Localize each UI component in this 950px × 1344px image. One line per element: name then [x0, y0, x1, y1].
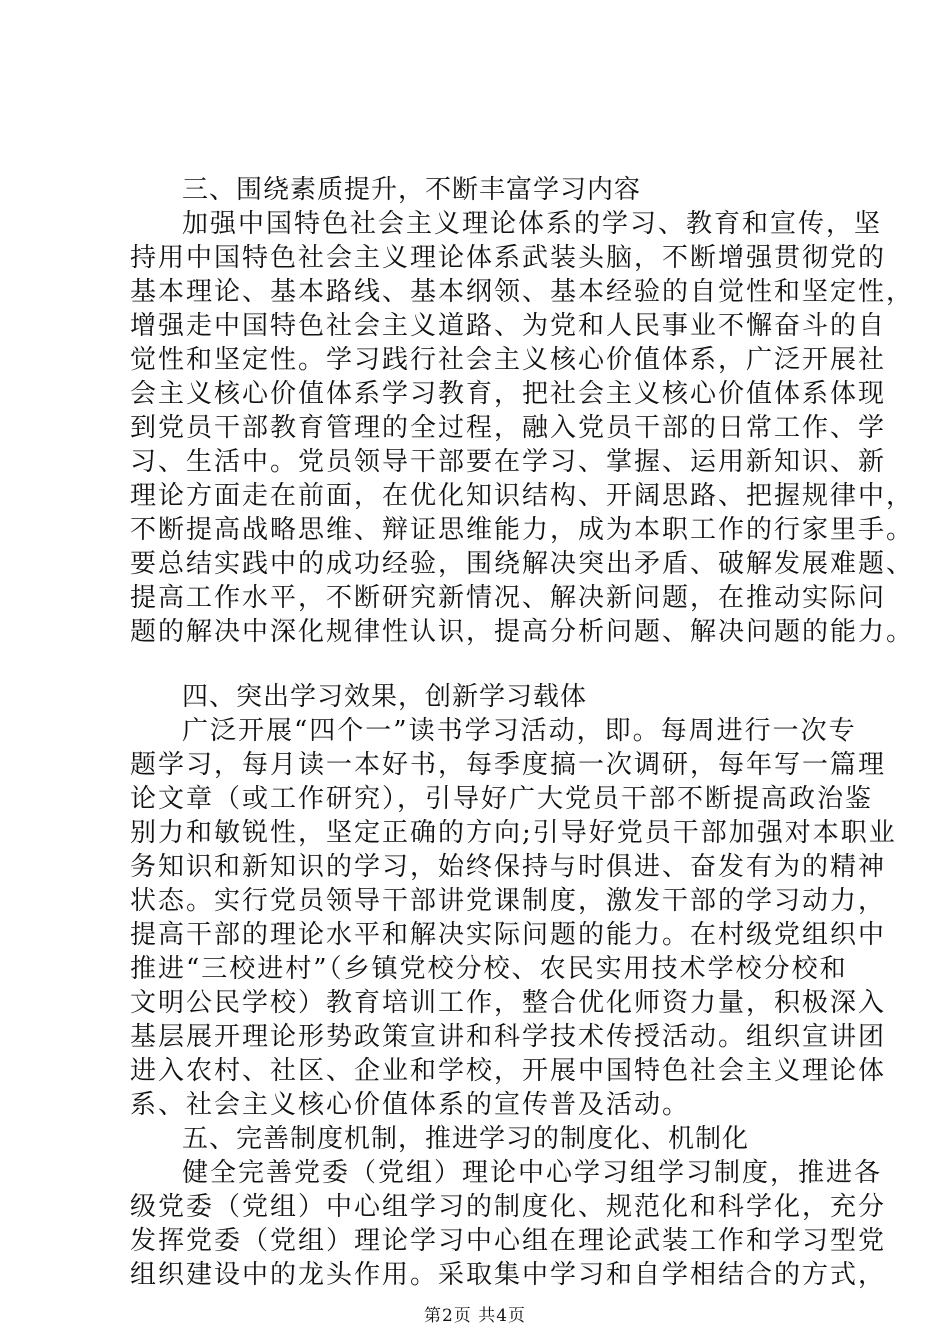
section-5-line: 健全完善党委（党组）理论中心学习组学习制度，推进各	[182, 1158, 883, 1188]
section-4-line: 广泛开展“四个一”读书学习活动，即。每周进行一次专	[182, 716, 857, 746]
section-3-line: 会主义核心价值体系学习教育，把社会主义核心价值体系体现	[130, 379, 887, 409]
section-4-line: 别力和敏锐性，坚定正确的方向;引导好党员干部加强对本职业	[130, 818, 897, 848]
section-5-line: 组织建设中的龙头作用。采取集中学习和自学相结合的方式，	[130, 1260, 887, 1290]
section-3-line: 基本理论、基本路线、基本纲领、基本经验的自觉性和坚定性，	[130, 277, 915, 307]
section-4-line: 文明公民学校）教育培训工作，整合优化师资力量，积极深入	[130, 988, 887, 1018]
section-4-line: 系、社会主义核心价值体系的宣传普及活动。	[130, 1090, 691, 1120]
section-5-line: 发挥党委（党组）理论学习中心组在理论武装工作和学习型党	[130, 1226, 887, 1256]
section-3-line: 持用中国特色社会主义理论体系武装头脑，不断增强贯彻党的	[130, 243, 887, 273]
section-3-line: 加强中国特色社会主义理论体系的学习、教育和宣传，坚	[182, 209, 883, 239]
section-4-heading: 四、突出学习效果，创新学习载体	[182, 682, 588, 712]
section-3-line: 增强走中国特色社会主义道路、为党和人民事业不懈奋斗的自	[130, 311, 887, 341]
section-3-line: 题的解决中深化规律性认识，提高分析问题、解决问题的能力。	[130, 617, 915, 647]
section-4-line: 提高干部的理论水平和解决实际问题的能力。在村级党组织中	[130, 920, 887, 950]
section-5-heading: 五、完善制度机制，推进学习的制度化、机制化	[182, 1124, 750, 1154]
section-3-line: 习、生活中。党员领导干部要在学习、掌握、运用新知识、新	[130, 447, 887, 477]
section-4-line: 务知识和新知识的学习，始终保持与时俱进、奋发有为的精神	[130, 852, 887, 882]
section-3-line: 不断提高战略思维、辩证思维能力，成为本职工作的行家里手。	[130, 515, 915, 545]
section-4-line: 状态。实行党员领导干部讲党课制度，激发干部的学习动力，	[130, 886, 887, 916]
section-4-line: 论文章（或工作研究），引导好广大党员干部不断提高政治鉴	[130, 784, 874, 814]
section-3-line: 觉性和坚定性。学习践行社会主义核心价值体系，广泛开展社	[130, 345, 887, 375]
section-4-line: 推进“三校进村”（乡镇党校分校、农民实用技术学校分校和	[130, 954, 848, 984]
section-3-line: 到党员干部教育管理的全过程，融入党员干部的日常工作、学	[130, 413, 887, 443]
section-3-heading: 三、围绕素质提升，不断丰富学习内容	[182, 175, 642, 205]
section-3-line: 提高工作水平，不断研究新情况、解决新问题，在推动实际问	[130, 583, 887, 613]
section-4-line: 基层展开理论形势政策宣讲和科学技术传授活动。组织宣讲团	[130, 1022, 887, 1052]
section-3-line: 理论方面走在前面，在优化知识结构、开阔思路、把握规律中，	[130, 481, 915, 511]
page-footer: 第2页 共4页	[423, 1306, 527, 1326]
section-5-line: 级党委（党组）中心组学习的制度化、规范化和科学化，充分	[130, 1192, 887, 1222]
section-3-line: 要总结实践中的成功经验，围绕解决突出矛盾、破解发展难题、	[130, 549, 915, 579]
section-4-line: 进入农村、社区、企业和学校，开展中国特色社会主义理论体	[130, 1056, 887, 1086]
section-4-line: 题学习，每月读一本好书，每季度搞一次调研，每年写一篇理	[130, 750, 887, 780]
